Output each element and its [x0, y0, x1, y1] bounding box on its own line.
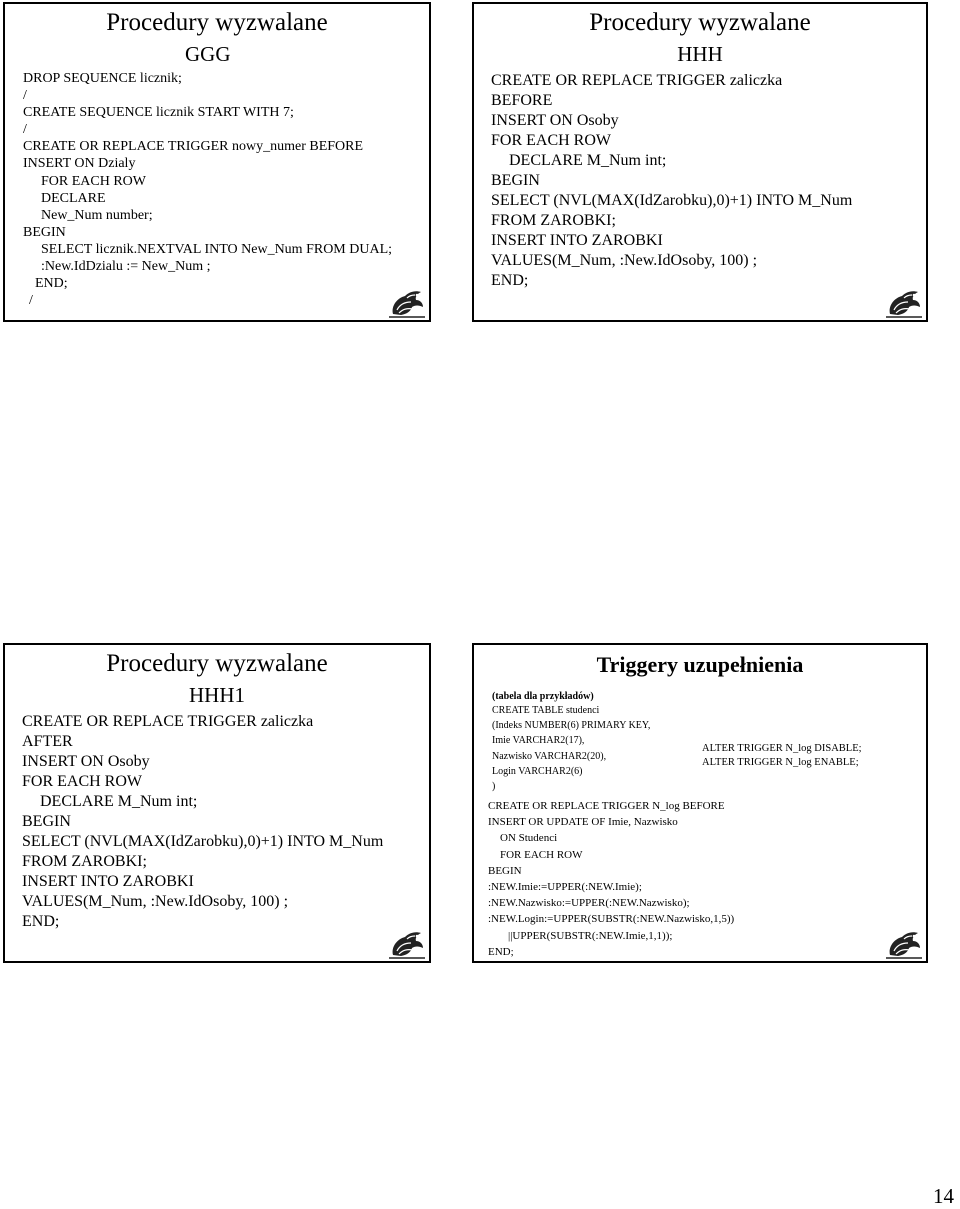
code-line: New_Num number; [41, 207, 153, 223]
code-line: SELECT (NVL(MAX(IdZarobku),0)+1) INTO M_Num [22, 833, 384, 850]
code-line: AFTER [22, 733, 73, 750]
code-line: :New.IdDzialu := New_Num ; [41, 259, 211, 275]
code-line: :NEW.Nazwisko:=UPPER(:NEW.Nazwisko); [488, 897, 690, 910]
code-line: INSERT ON Dzialy [23, 156, 136, 172]
code-line: FOR EACH ROW [491, 132, 612, 149]
code-line: VALUES(M_Num, :New.IdOsoby, 100) ; [22, 893, 289, 910]
alter-trigger-code [702, 742, 862, 770]
code-line: DECLARE M_Num int; [509, 152, 667, 169]
code-line: ||UPPER(SUBSTR(:NEW.Imie,1,1)); [508, 929, 673, 942]
code-line: VALUES(M_Num, :New.IdOsoby, 100) ; [491, 252, 758, 269]
bird-logo-icon [884, 284, 924, 318]
code-block [23, 70, 392, 309]
code-line: / [23, 88, 27, 104]
bird-logo-icon [387, 925, 427, 959]
slide-ggg [3, 2, 431, 322]
code-line: BEFORE [491, 92, 553, 109]
code-line: CREATE OR REPLACE TRIGGER zaliczka [491, 72, 783, 89]
slide-triggery-uzupelnienia [472, 643, 928, 963]
code-line: SELECT (NVL(MAX(IdZarobku),0)+1) INTO M_Num [491, 192, 853, 209]
code-line: Imie VARCHAR2(17), [492, 735, 585, 747]
code-block [491, 71, 852, 291]
code-line: BEGIN [22, 813, 71, 830]
code-line: SELECT licznik.NEXTVAL INTO New_Num FROM DUAL; [41, 241, 393, 257]
trigger-code [488, 798, 734, 960]
code-line: BEGIN [488, 864, 522, 877]
code-line: Nazwisko VARCHAR2(20), [492, 750, 607, 762]
code-line: / [23, 122, 27, 138]
code-line: END; [22, 913, 60, 930]
code-line: FROM ZAROBKI; [22, 853, 147, 870]
slide-title: Procedury wyzwalane [589, 9, 811, 36]
code-line: :NEW.Login:=UPPER(SUBSTR(:NEW.Nazwisko,1,5)) [488, 913, 735, 926]
slide-hhh1 [3, 643, 431, 963]
code-line: FOR EACH ROW [41, 173, 147, 189]
code-line: DECLARE [41, 190, 106, 206]
code-line: CREATE OR REPLACE TRIGGER nowy_numer BEFORE [23, 139, 364, 155]
code-line: CREATE SEQUENCE licznik START WITH 7; [23, 105, 294, 121]
slide-title: Procedury wyzwalane [106, 9, 328, 36]
slide-subtitle: GGG [185, 42, 231, 66]
slide-subtitle: HHH1 [189, 683, 245, 707]
code-line: FOR EACH ROW [22, 773, 143, 790]
code-line: (Indeks NUMBER(6) PRIMARY KEY, [492, 720, 651, 732]
code-block [22, 712, 383, 932]
code-line: DROP SEQUENCE licznik; [23, 71, 182, 86]
code-line: INSERT ON Osoby [22, 753, 150, 770]
bird-logo-icon [387, 284, 427, 318]
code-line: ) [492, 781, 496, 793]
table-note: (tabela dla przykładów) [492, 691, 594, 702]
code-line: FOR EACH ROW [500, 848, 583, 861]
code-line: Login VARCHAR2(6) [492, 765, 583, 777]
code-line: BEGIN [491, 172, 540, 189]
code-line: CREATE OR REPLACE TRIGGER zaliczka [22, 713, 314, 730]
code-line: BEGIN [23, 224, 66, 240]
code-line: END; [35, 276, 68, 292]
bird-logo-icon [884, 925, 924, 959]
slide-title: Triggery uzupełnienia [596, 652, 804, 677]
create-table-code [492, 703, 650, 794]
code-line: FROM ZAROBKI; [491, 212, 616, 229]
code-line: ON Studenci [500, 832, 558, 845]
slide-subtitle: HHH [677, 42, 723, 66]
code-line: INSERT OR UPDATE OF Imie, Nazwisko [488, 816, 678, 829]
code-line: / [29, 293, 33, 309]
code-line: ALTER TRIGGER N_log DISABLE; [702, 743, 862, 754]
code-line: ALTER TRIGGER N_log ENABLE; [702, 757, 859, 768]
code-line: INSERT INTO ZAROBKI [491, 232, 663, 249]
code-line: INSERT ON Osoby [491, 112, 619, 129]
code-line: DECLARE M_Num int; [40, 793, 198, 810]
code-line: CREATE OR REPLACE TRIGGER N_log BEFORE [488, 800, 725, 812]
code-line: END; [491, 272, 529, 289]
code-line: END; [488, 945, 514, 958]
code-line: CREATE TABLE studenci [492, 705, 600, 716]
code-line: INSERT INTO ZAROBKI [22, 873, 194, 890]
slide-hhh [472, 2, 928, 322]
code-line: :NEW.Imie:=UPPER(:NEW.Imie); [488, 881, 642, 894]
page-number: 14 [933, 1184, 954, 1208]
slide-title: Procedury wyzwalane [106, 650, 328, 677]
